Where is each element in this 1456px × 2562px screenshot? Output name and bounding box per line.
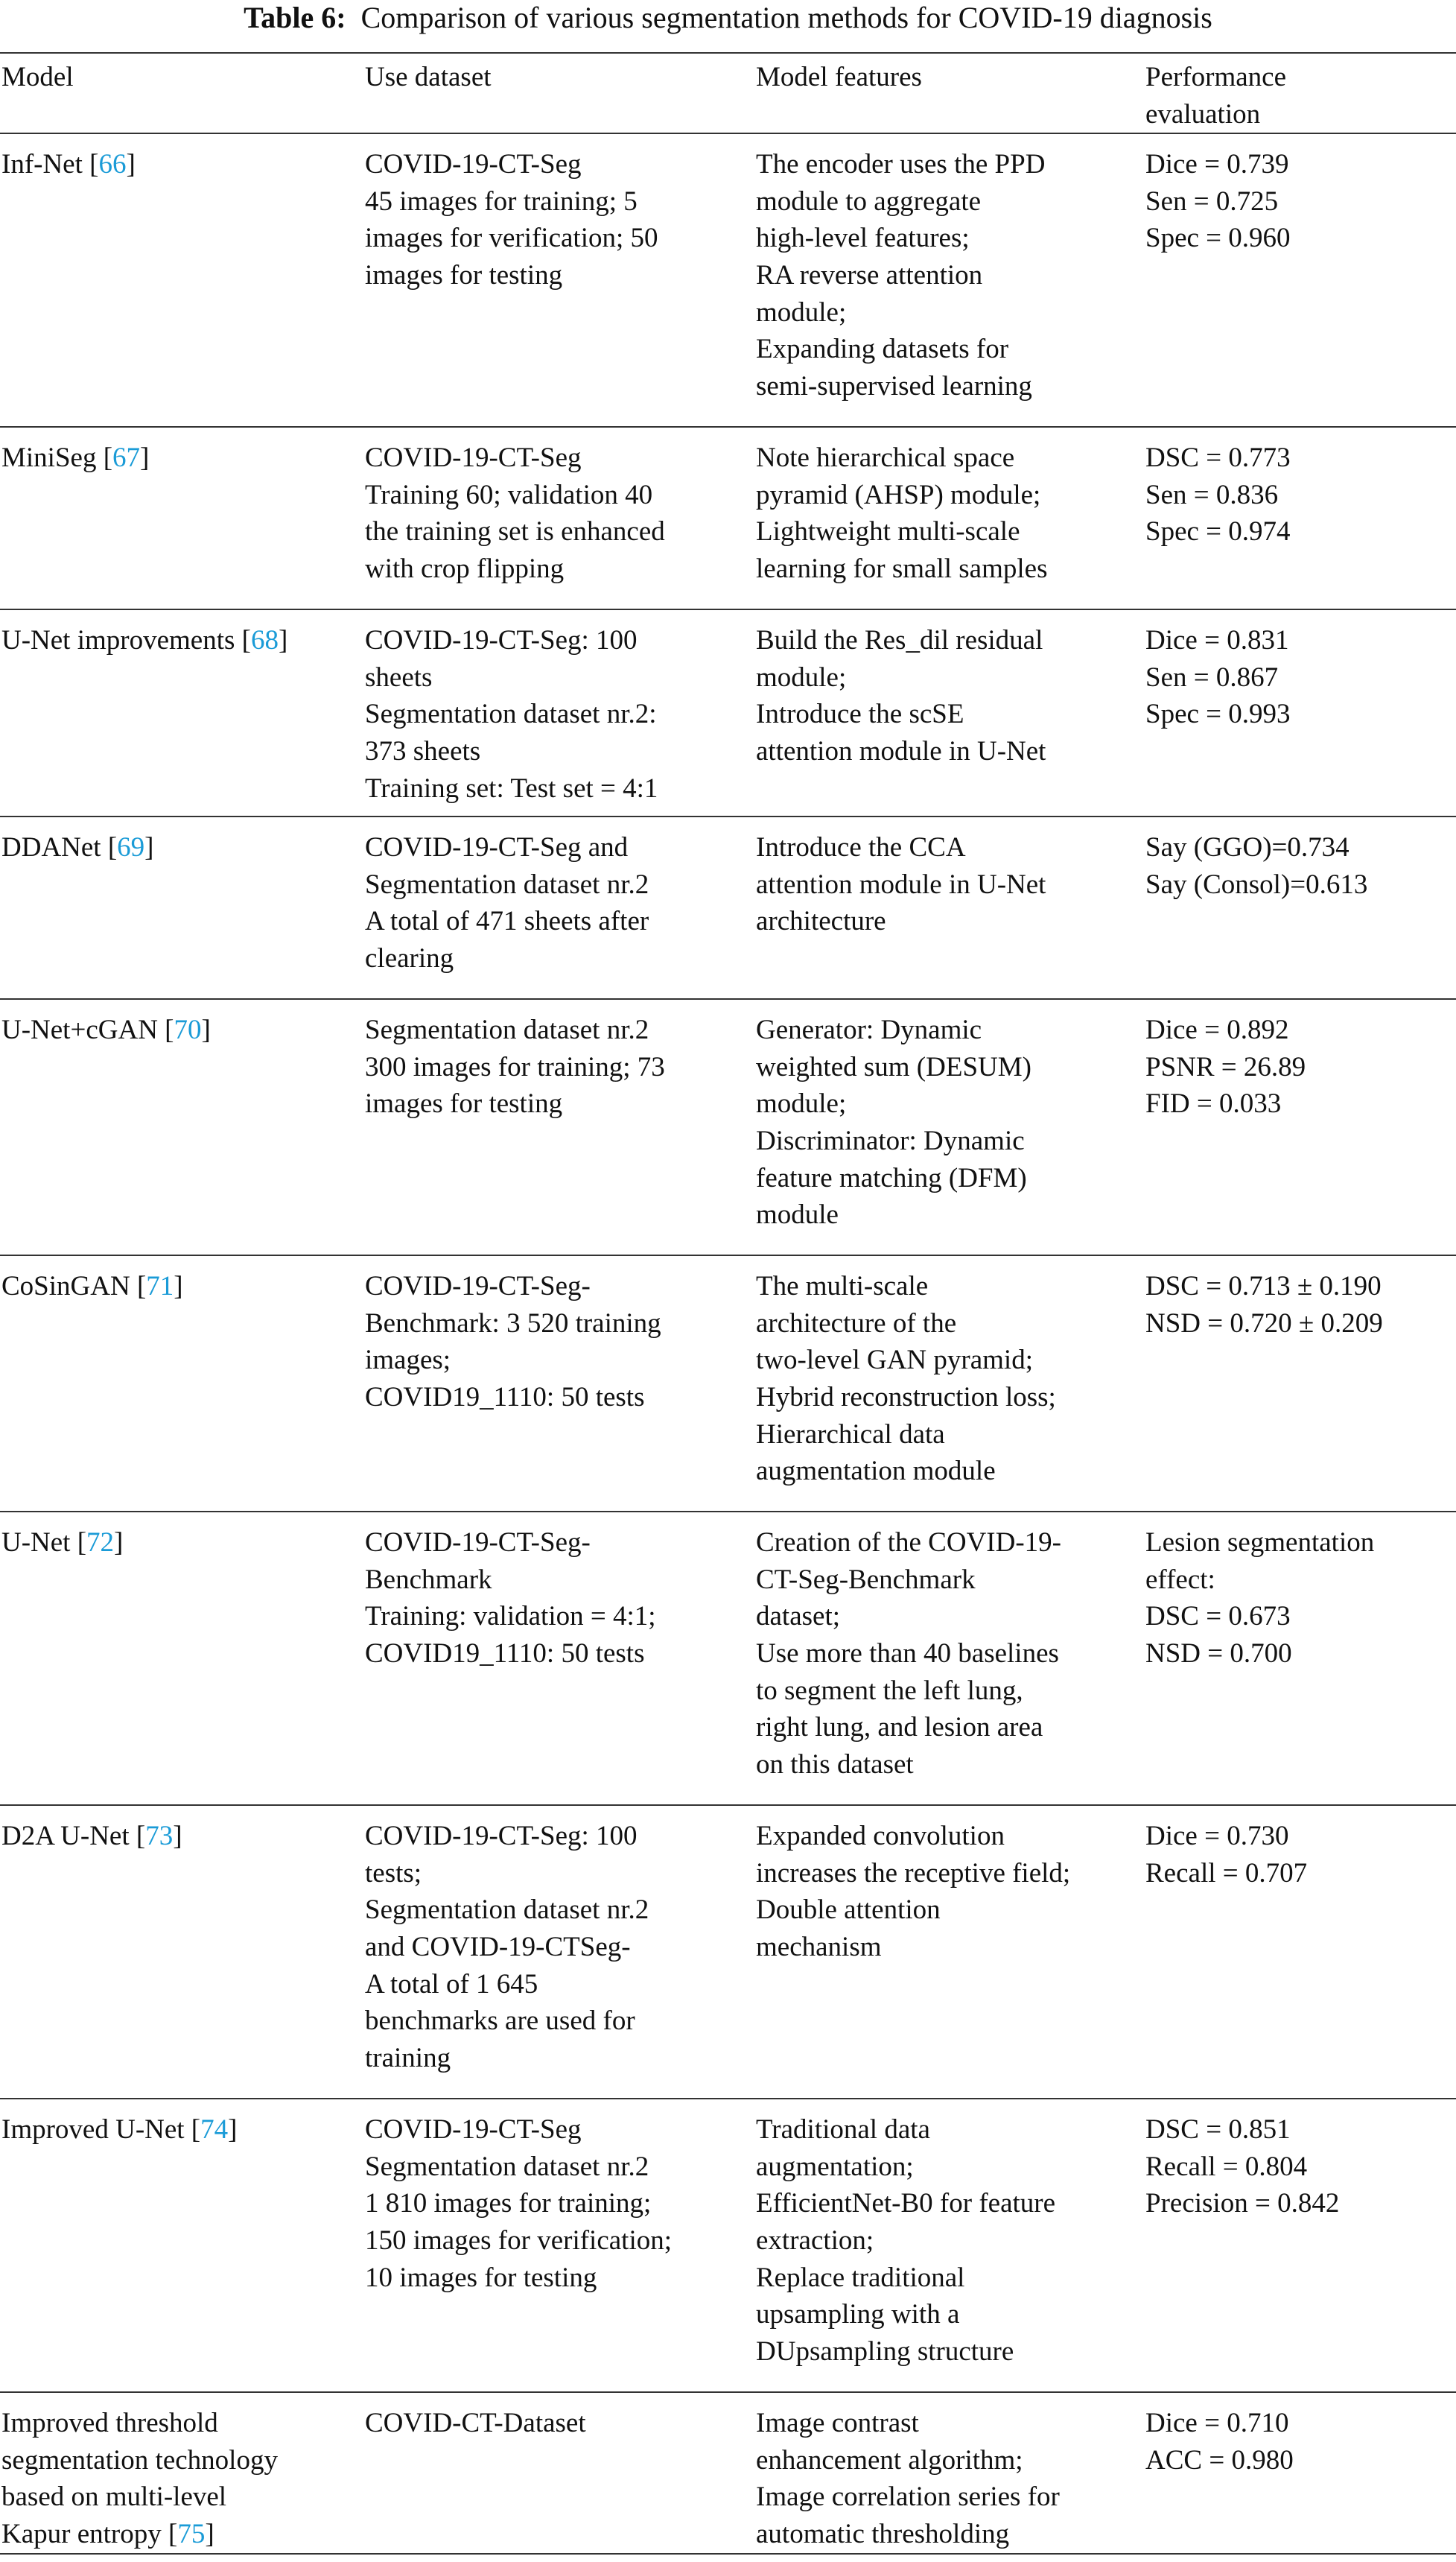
dataset-line: Segmentation dataset nr.2 [365, 2151, 649, 2182]
features-line: extraction; [756, 2225, 874, 2256]
model-cell [0, 427, 365, 609]
table-row [0, 609, 1456, 817]
dataset-line: COVID-CT-Dataset [365, 2408, 586, 2439]
dataset-cell [365, 2099, 756, 2392]
dataset-line: training [365, 2042, 451, 2073]
header-row [0, 53, 1456, 133]
table-caption [0, 0, 1456, 42]
dataset-line: COVID-19-CT-Seg [365, 149, 582, 180]
dataset-line: Benchmark: 3 520 training [365, 1307, 661, 1339]
dataset-cell [365, 133, 756, 427]
features-line: Image correlation series for [756, 2482, 1060, 2513]
header-features: Model features [756, 53, 1145, 133]
features-cell [756, 999, 1145, 1255]
dataset-line: clearing [365, 942, 454, 974]
citation-link[interactable]: 66 [98, 149, 127, 180]
performance-line: DSC = 0.773 [1145, 443, 1291, 474]
dataset-line: the training set is enhanced [365, 516, 665, 548]
model-line: CoSinGAN [71] [1, 1271, 183, 1302]
features-line: attention module in U-Net [756, 735, 1046, 767]
features-cell [756, 609, 1145, 817]
model-line: D2A U-Net [73] [1, 1821, 182, 1852]
features-cell [756, 1805, 1145, 2099]
features-line: Hybrid reconstruction loss; [756, 1381, 1056, 1412]
features-cell [756, 1512, 1145, 1805]
dataset-line: with crop flipping [365, 553, 565, 584]
performance-line: DSC = 0.673 [1145, 1601, 1291, 1632]
header-model: Model [0, 53, 365, 133]
model-line: U-Net improvements [68] [1, 625, 288, 656]
dataset-line: COVID19_1110: 50 tests [365, 1637, 645, 1669]
performance-line: Spec = 0.960 [1145, 223, 1291, 254]
performance-line: DSC = 0.713 ± 0.190 [1145, 1271, 1382, 1302]
features-line: increases the receptive field; [756, 1857, 1071, 1889]
performance-cell [1145, 427, 1456, 609]
model-line: MiniSeg [67] [1, 443, 150, 474]
features-line: enhancement algorithm; [756, 2444, 1023, 2476]
dataset-cell [365, 999, 756, 1255]
performance-cell [1145, 999, 1456, 1255]
performance-line: effect: [1145, 1564, 1215, 1595]
table-title: Comparison of various segmentation methods for COVID-19 diagnosis [360, 1, 1212, 34]
dataset-line: 300 images for training; 73 [365, 1051, 665, 1082]
citation-link[interactable]: 68 [250, 625, 279, 656]
performance-cell [1145, 817, 1456, 999]
features-line: high-level features; [756, 223, 970, 254]
features-line: architecture [756, 906, 886, 937]
model-line: segmentation technology [1, 2444, 278, 2476]
dataset-cell [365, 817, 756, 999]
dataset-line: images for testing [365, 1088, 563, 1120]
table-row [0, 427, 1456, 609]
performance-line: Dice = 0.739 [1145, 149, 1289, 180]
features-line: Image contrast [756, 2408, 919, 2439]
features-line: upsampling with a [756, 2299, 960, 2330]
features-line: DUpsampling structure [756, 2336, 1014, 2367]
table-row [0, 999, 1456, 1255]
features-line: Double attention [756, 1894, 941, 1926]
dataset-line: A total of 471 sheets after [365, 906, 649, 937]
dataset-line: Training 60; validation 40 [365, 479, 653, 510]
model-line: Inf-Net [66] [1, 149, 136, 180]
performance-line: Dice = 0.831 [1145, 625, 1289, 656]
table-row [0, 2392, 1456, 2553]
features-line: automatic thresholding [756, 2518, 1010, 2549]
performance-line: NSD = 0.720 ± 0.209 [1145, 1307, 1383, 1339]
model-cell [0, 2099, 365, 2392]
performance-line: Sen = 0.836 [1145, 479, 1279, 510]
performance-line: NSD = 0.700 [1145, 1637, 1292, 1669]
performance-line: Spec = 0.974 [1145, 516, 1291, 548]
dataset-cell [365, 1512, 756, 1805]
model-cell [0, 1805, 365, 2099]
features-line: two-level GAN pyramid; [756, 1345, 1033, 1376]
features-line: module; [756, 297, 847, 328]
features-line: learning for small samples [756, 553, 1048, 584]
citation-link[interactable]: 70 [174, 1015, 202, 1046]
table-row [0, 133, 1456, 427]
citation-link[interactable]: 71 [146, 1271, 174, 1302]
features-line: module; [756, 662, 847, 693]
header-performance: Performance evaluation [1145, 53, 1456, 133]
table-row [0, 1255, 1456, 1512]
dataset-line: images for testing [365, 259, 563, 291]
dataset-line: COVID-19-CT-Seg [365, 443, 582, 474]
model-cell [0, 609, 365, 817]
performance-line: Spec = 0.993 [1145, 699, 1291, 730]
model-cell [0, 1255, 365, 1512]
dataset-cell [365, 1255, 756, 1512]
features-line: weighted sum (DESUM) [756, 1051, 1031, 1082]
model-cell [0, 2392, 365, 2553]
features-line: Introduce the CCA [756, 832, 966, 863]
dataset-cell [365, 2392, 756, 2553]
features-line: augmentation module [756, 1456, 996, 1487]
citation-link[interactable]: 73 [145, 1821, 174, 1852]
features-line: Traditional data [756, 2114, 930, 2146]
table-row [0, 817, 1456, 999]
dataset-line: Segmentation dataset nr.2: [365, 699, 657, 730]
dataset-line: sheets [365, 662, 433, 693]
table-row [0, 1512, 1456, 1805]
performance-line: Recall = 0.804 [1145, 2151, 1308, 2182]
segmentation-methods-table [0, 52, 1456, 2555]
features-line: Replace traditional [756, 2262, 965, 2293]
dataset-line: tests; [365, 1857, 422, 1889]
citation-link[interactable]: 72 [86, 1527, 115, 1559]
model-line: Kapur entropy [75] [1, 2518, 214, 2549]
dataset-line: Training: validation = 4:1; [365, 1601, 656, 1632]
dataset-line: A total of 1 645 [365, 1968, 538, 2000]
header-dataset: Use dataset [365, 53, 756, 133]
citation-link[interactable]: 74 [200, 2114, 229, 2146]
performance-line: Dice = 0.710 [1145, 2408, 1289, 2439]
features-line: attention module in U-Net [756, 869, 1046, 900]
performance-line: Dice = 0.730 [1145, 1821, 1289, 1852]
model-line: Improved threshold [1, 2408, 218, 2439]
performance-cell [1145, 1512, 1456, 1805]
performance-cell [1145, 609, 1456, 817]
table-label: Table 6: [244, 1, 346, 34]
performance-line: Precision = 0.842 [1145, 2188, 1340, 2219]
features-line: dataset; [756, 1601, 841, 1632]
dataset-line: 10 images for testing [365, 2262, 597, 2293]
dataset-line: images; [365, 1345, 451, 1376]
features-line: mechanism [756, 1931, 882, 1962]
model-line: U-Net [72] [1, 1527, 124, 1559]
dataset-line: and COVID-19-CTSeg- [365, 1931, 631, 1962]
dataset-line: benchmarks are used for [365, 2005, 635, 2037]
performance-line: PSNR = 26.89 [1145, 1051, 1306, 1082]
dataset-cell [365, 427, 756, 609]
dataset-line: COVID-19-CT-Seg- [365, 1271, 591, 1302]
features-line: The encoder uses the PPD [756, 149, 1046, 180]
performance-line: Lesion segmentation [1145, 1527, 1375, 1559]
performance-cell [1145, 133, 1456, 427]
features-line: RA reverse attention [756, 259, 983, 291]
features-line: EfficientNet-B0 for feature [756, 2188, 1056, 2219]
dataset-line: COVID-19-CT-Seg- [365, 1527, 591, 1559]
dataset-line: images for verification; 50 [365, 223, 658, 254]
dataset-line: Benchmark [365, 1564, 492, 1595]
model-cell [0, 817, 365, 999]
dataset-line: COVID19_1110: 50 tests [365, 1381, 645, 1412]
dataset-line: 1 810 images for training; [365, 2188, 652, 2219]
features-line: Discriminator: Dynamic [756, 1125, 1025, 1156]
performance-line: Say (Consol)=0.613 [1145, 869, 1368, 900]
dataset-line: COVID-19-CT-Seg: 100 [365, 1821, 638, 1852]
features-cell [756, 427, 1145, 609]
table-row [0, 1805, 1456, 2099]
features-line: Use more than 40 baselines [756, 1637, 1059, 1669]
dataset-line: COVID-19-CT-Seg: 100 [365, 625, 638, 656]
performance-line: Sen = 0.867 [1145, 662, 1279, 693]
features-line: module to aggregate [756, 186, 982, 217]
features-line: Hierarchical data [756, 1418, 945, 1450]
features-line: on this dataset [756, 1748, 914, 1780]
table-row [0, 2099, 1456, 2392]
features-line: Expanded convolution [756, 1821, 1005, 1852]
features-line: module [756, 1199, 839, 1231]
dataset-line: 373 sheets [365, 735, 481, 767]
dataset-line: COVID-19-CT-Seg [365, 2114, 582, 2146]
dataset-line: COVID-19-CT-Seg and [365, 832, 629, 863]
citation-link[interactable]: 67 [112, 443, 141, 474]
performance-line: Recall = 0.707 [1145, 1857, 1308, 1889]
performance-cell [1145, 1255, 1456, 1512]
model-line: U-Net+cGAN [70] [1, 1015, 211, 1046]
dataset-line: 45 images for training; 5 [365, 186, 638, 217]
performance-cell [1145, 2392, 1456, 2553]
features-line: pyramid (AHSP) module; [756, 479, 1041, 510]
model-line: DDANet [69] [1, 832, 154, 863]
features-cell [756, 1255, 1145, 1512]
features-cell [756, 2392, 1145, 2553]
features-line: feature matching (DFM) [756, 1162, 1027, 1193]
features-line: The multi-scale [756, 1271, 929, 1302]
features-line: Build the Res_dil residual [756, 625, 1043, 656]
features-cell [756, 2099, 1145, 2392]
features-line: to segment the left lung, [756, 1675, 1023, 1706]
features-line: Generator: Dynamic [756, 1015, 982, 1046]
performance-line: Dice = 0.892 [1145, 1015, 1289, 1046]
model-line: Improved U-Net [74] [1, 2114, 238, 2146]
citation-link[interactable]: 75 [177, 2518, 206, 2549]
performance-line: DSC = 0.851 [1145, 2114, 1291, 2146]
features-line: Note hierarchical space [756, 443, 1015, 474]
performance-line: Say (GGO)=0.734 [1145, 832, 1349, 863]
dataset-line: Training set: Test set = 4:1 [365, 773, 658, 804]
dataset-cell [365, 609, 756, 817]
features-cell [756, 133, 1145, 427]
dataset-line: 150 images for verification; [365, 2225, 673, 2256]
performance-line: FID = 0.033 [1145, 1088, 1282, 1120]
model-cell [0, 999, 365, 1255]
citation-link[interactable]: 69 [117, 832, 145, 863]
model-cell [0, 133, 365, 427]
dataset-line: Segmentation dataset nr.2 [365, 1015, 649, 1046]
model-line: based on multi-level [1, 2482, 227, 2513]
features-line: CT-Seg-Benchmark [756, 1564, 976, 1595]
features-line: right lung, and lesion area [756, 1712, 1043, 1743]
features-line: module; [756, 1088, 847, 1120]
model-cell [0, 1512, 365, 1805]
features-line: architecture of the [756, 1307, 957, 1339]
features-line: Lightweight multi-scale [756, 516, 1020, 548]
dataset-line: Segmentation dataset nr.2 [365, 1894, 649, 1926]
performance-cell [1145, 1805, 1456, 2099]
performance-line: ACC = 0.980 [1145, 2444, 1294, 2476]
features-line: Introduce the scSE [756, 699, 964, 730]
features-cell [756, 817, 1145, 999]
dataset-cell [365, 1805, 756, 2099]
features-line: semi-supervised learning [756, 370, 1032, 402]
dataset-line: Segmentation dataset nr.2 [365, 869, 649, 900]
features-line: Expanding datasets for [756, 334, 1009, 365]
performance-cell [1145, 2099, 1456, 2392]
features-line: augmentation; [756, 2151, 914, 2182]
features-line: Creation of the COVID-19- [756, 1527, 1061, 1559]
performance-line: Sen = 0.725 [1145, 186, 1279, 217]
